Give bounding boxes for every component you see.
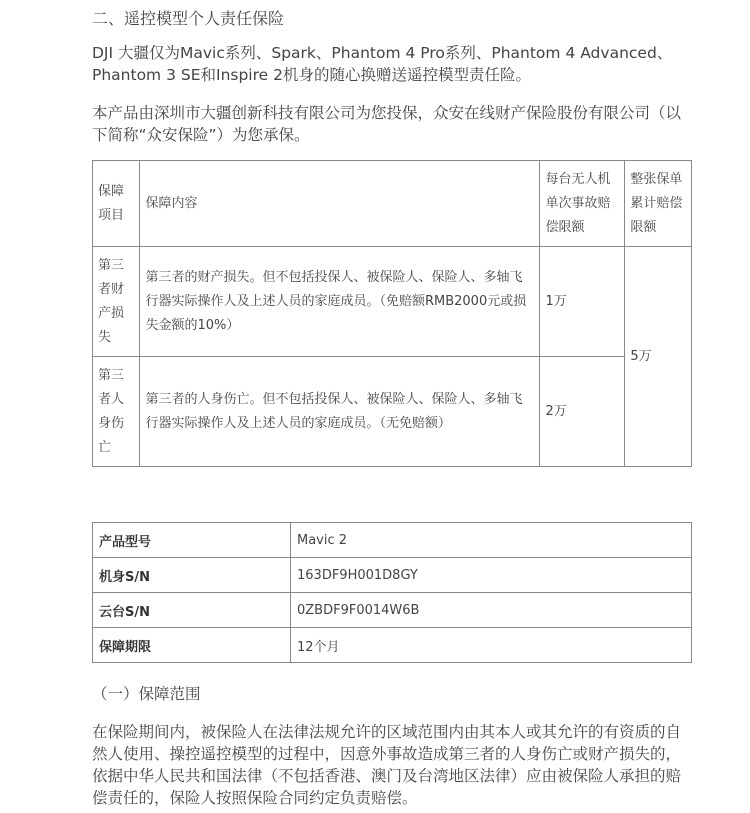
scope-title: （一）保障范围 — [92, 685, 201, 703]
table-row — [93, 558, 692, 593]
info-key-body-sn: 机身S/N — [93, 558, 291, 593]
row-item-injury: 第三者人身伤亡 — [93, 357, 140, 467]
row-limit-property-loss: 1万 — [540, 247, 625, 357]
total-limit-value: 5万 — [625, 247, 692, 467]
table-row — [93, 247, 692, 357]
scope-paragraph: 在保险期间内，被保险人在法律法规允许的区域范围内由其本人或其允许的有资质的自然人使用、操控遥控模型的过程中，因意外事故造成第三者的人身伤亡或财产损失的，依据中华人民共和国法律（不包括香港、澳门及台湾地区法律）应由被保险人承担的赔偿责任的，保险人按照保险合同约定负责赔偿。 — [92, 723, 682, 807]
header-content: 保障内容 — [140, 161, 540, 247]
info-key-gimbal-sn: 云台S/N — [93, 593, 291, 628]
coverage-table — [92, 160, 692, 467]
header-per-drone-limit: 每台无人机单次事故赔偿限额 — [540, 161, 625, 247]
table-row — [93, 593, 692, 628]
table-row — [93, 523, 692, 558]
info-key-model: 产品型号 — [93, 523, 291, 558]
row-content-property-loss: 第三者的财产损失。但不包括投保人、被保险人、保险人、多轴飞行器实际操作人及上述人员的家庭成员。（免赔额RMB2000元或损失金额的10%） — [140, 247, 540, 357]
table-row — [93, 357, 692, 467]
row-content-injury: 第三者的人身伤亡。但不包括投保人、被保险人、保险人、多轴飞行器实际操作人及上述人员的家庭成员。（无免赔额） — [140, 357, 540, 467]
intro-paragraph-coverage-models: DJI 大疆仅为Mavic系列、Spark、Phantom 4 Pro系列、Phantom 4 Advanced、Phantom 3 SE和Inspire 2机身的随心换赠送遥控模型责任险。 — [92, 44, 673, 84]
header-item: 保障项目 — [93, 161, 140, 247]
info-value-body-sn: 163DF9H001D8GY — [291, 558, 692, 593]
table-row — [93, 628, 692, 663]
row-item-property-loss: 第三者财产损失 — [93, 247, 140, 357]
info-value-period: 12个月 — [291, 628, 692, 663]
section-title: 二、遥控模型个人责任保险 — [92, 9, 285, 28]
row-limit-injury: 2万 — [540, 357, 625, 467]
intro-paragraph-insurer: 本产品由深圳市大疆创新科技有限公司为您投保，众安在线财产保险股份有限公司（以下简称“众安保险”）为您承保。 — [92, 104, 682, 144]
header-total-limit: 整张保单累计赔偿限额 — [625, 161, 692, 247]
info-key-period: 保障期限 — [93, 628, 291, 663]
product-info-table — [92, 522, 692, 663]
coverage-header-row — [93, 161, 692, 247]
info-value-model: Mavic 2 — [291, 523, 692, 558]
info-value-gimbal-sn: 0ZBDF9F0014W6B — [291, 593, 692, 628]
